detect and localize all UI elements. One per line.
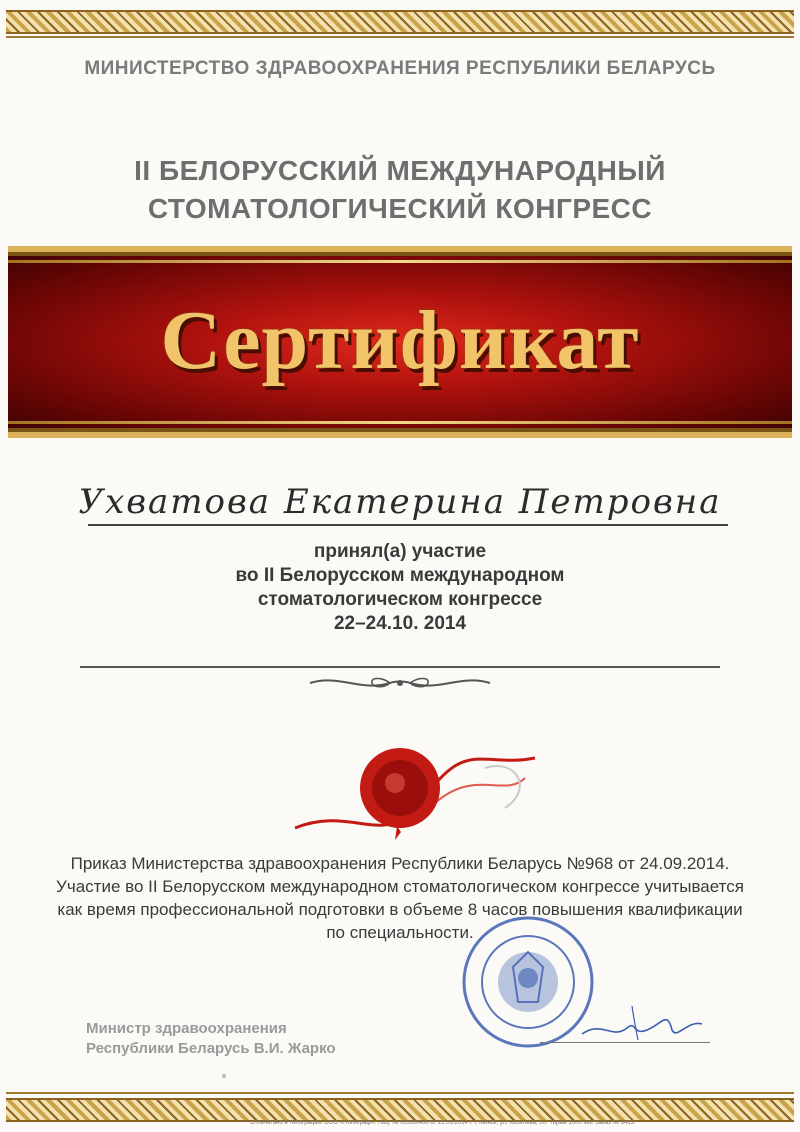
minister-title: Министр здравоохранения (86, 1020, 287, 1037)
top-ornamental-border (6, 10, 794, 34)
bottom-ornamental-border (6, 1098, 794, 1122)
wax-seal-ribbon-icon (285, 728, 545, 848)
participation-text (0, 540, 800, 636)
recipient-name: Ухватова Екатерина Петровна (78, 482, 722, 522)
recipient-underline (88, 524, 728, 526)
congress-title-line2: СТОМАТОЛОГИЧЕСКИЙ КОНГРЕСС (147, 193, 653, 224)
banner-gold-stripe-top (8, 260, 792, 263)
participation-line3: стоматологическом конгрессе (257, 589, 543, 610)
certificate-title: Сертификат (160, 294, 640, 387)
minister-signatory (86, 1019, 336, 1059)
flourish-ornament-icon (300, 672, 500, 694)
bottom-border-line (6, 1092, 794, 1094)
top-border-line (6, 36, 794, 38)
participation-line1: принял(а) участие (313, 541, 487, 562)
ministry-heading: МИНИСТЕРСТВО ЗДРАВООХРАНЕНИЯ РЕСПУБЛИКИ БЕЛАРУСЬ (84, 58, 716, 79)
banner-gold-stripe-bottom (8, 421, 792, 424)
participation-dates: 22–24.10. 2014 (333, 613, 467, 634)
order-line4: по специальности. (326, 923, 474, 942)
signature-line (540, 1042, 710, 1043)
congress-title (0, 152, 800, 228)
participation-line2: во II Белорусском международном (235, 565, 565, 586)
certificate-banner (8, 246, 792, 438)
order-line2: Участие во II Белорусском международном стоматологическом конгрессе учитывается (56, 877, 744, 896)
printer-imprint: Отпечатано в типографии ООО «Полиграф». Лиц. № 02330/466 от 21.06.2014 г. г. Минск, ул. Кисилёва, 50. Тираж 1000 экз. Заказ № 3419. (250, 1120, 636, 1126)
order-text (0, 852, 800, 944)
handwritten-signature-icon (572, 1000, 712, 1044)
order-line3: как время профессиональной подготовки в объеме 8 часов повышения квалификации (57, 900, 743, 919)
decorative-dot (222, 1074, 226, 1078)
congress-title-line1: II БЕЛОРУССКИЙ МЕЖДУНАРОДНЫЙ (134, 155, 666, 186)
order-line1: Приказ Министерства здравоохранения Республики Беларусь №968 от 24.09.2014. (70, 854, 730, 873)
divider-rule (80, 666, 720, 668)
minister-name: Республики Беларусь В.И. Жарко (86, 1040, 336, 1057)
